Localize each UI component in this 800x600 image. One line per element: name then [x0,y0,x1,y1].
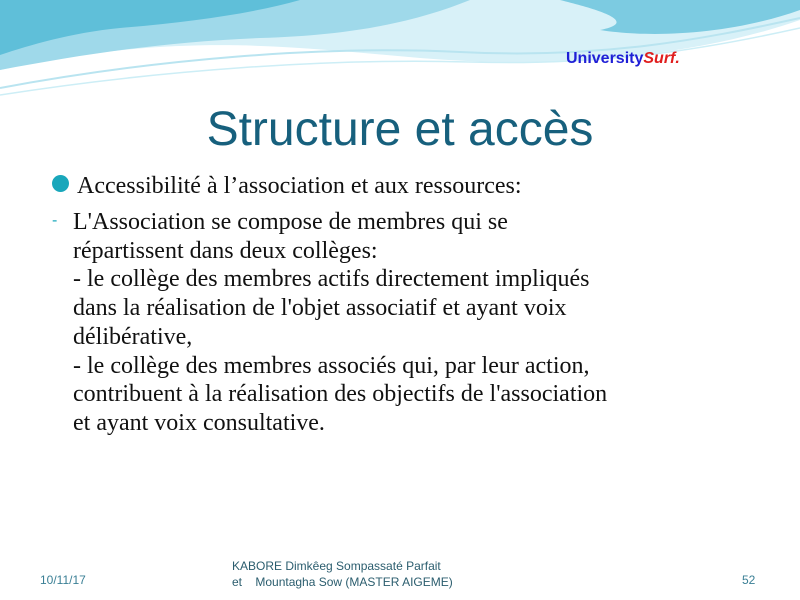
footer-date: 10/11/17 [40,573,86,587]
sub-bullet-line: et ayant voix consultative. [73,409,325,436]
sub-bullet [52,208,762,438]
sub-bullet-text [73,208,762,438]
sub-bullet-line: - le collège des membres actifs directement impliqués [73,266,590,293]
footer-author-line: KABORE Dimkêeg Sompassaté Parfait [232,559,441,573]
slide-title: Structure et accès [206,103,594,156]
page-number: 52 [742,573,756,587]
footer-author [232,558,552,590]
brand-name: University [566,50,644,67]
sub-bullet-line: - le collège des membres associés qui, par leur action, [73,352,590,379]
brand-accent: Surf. [643,50,680,67]
header-wave-decoration [0,0,800,110]
footer-author-line: et Mountagha Sow (MASTER AIGEME) [232,575,453,589]
sub-bullet-line: contribuent à la réalisation des objectifs de l'association [73,381,608,408]
sub-bullet-line: délibérative, [73,323,193,350]
sub-bullet-line: L'Association se compose de membres qui se [73,209,508,235]
bullet-dot-icon [52,175,69,192]
main-bullet-text: Accessibilité à l’association et aux ressources: [77,173,522,199]
sub-bullet-line: répartissent dans deux collèges: [73,237,378,264]
sub-bullet-marker: - [52,212,58,229]
brand-logo [566,50,680,68]
sub-bullet-line: dans la réalisation de l'objet associatif et ayant voix [73,295,567,322]
main-bullet [52,171,772,201]
